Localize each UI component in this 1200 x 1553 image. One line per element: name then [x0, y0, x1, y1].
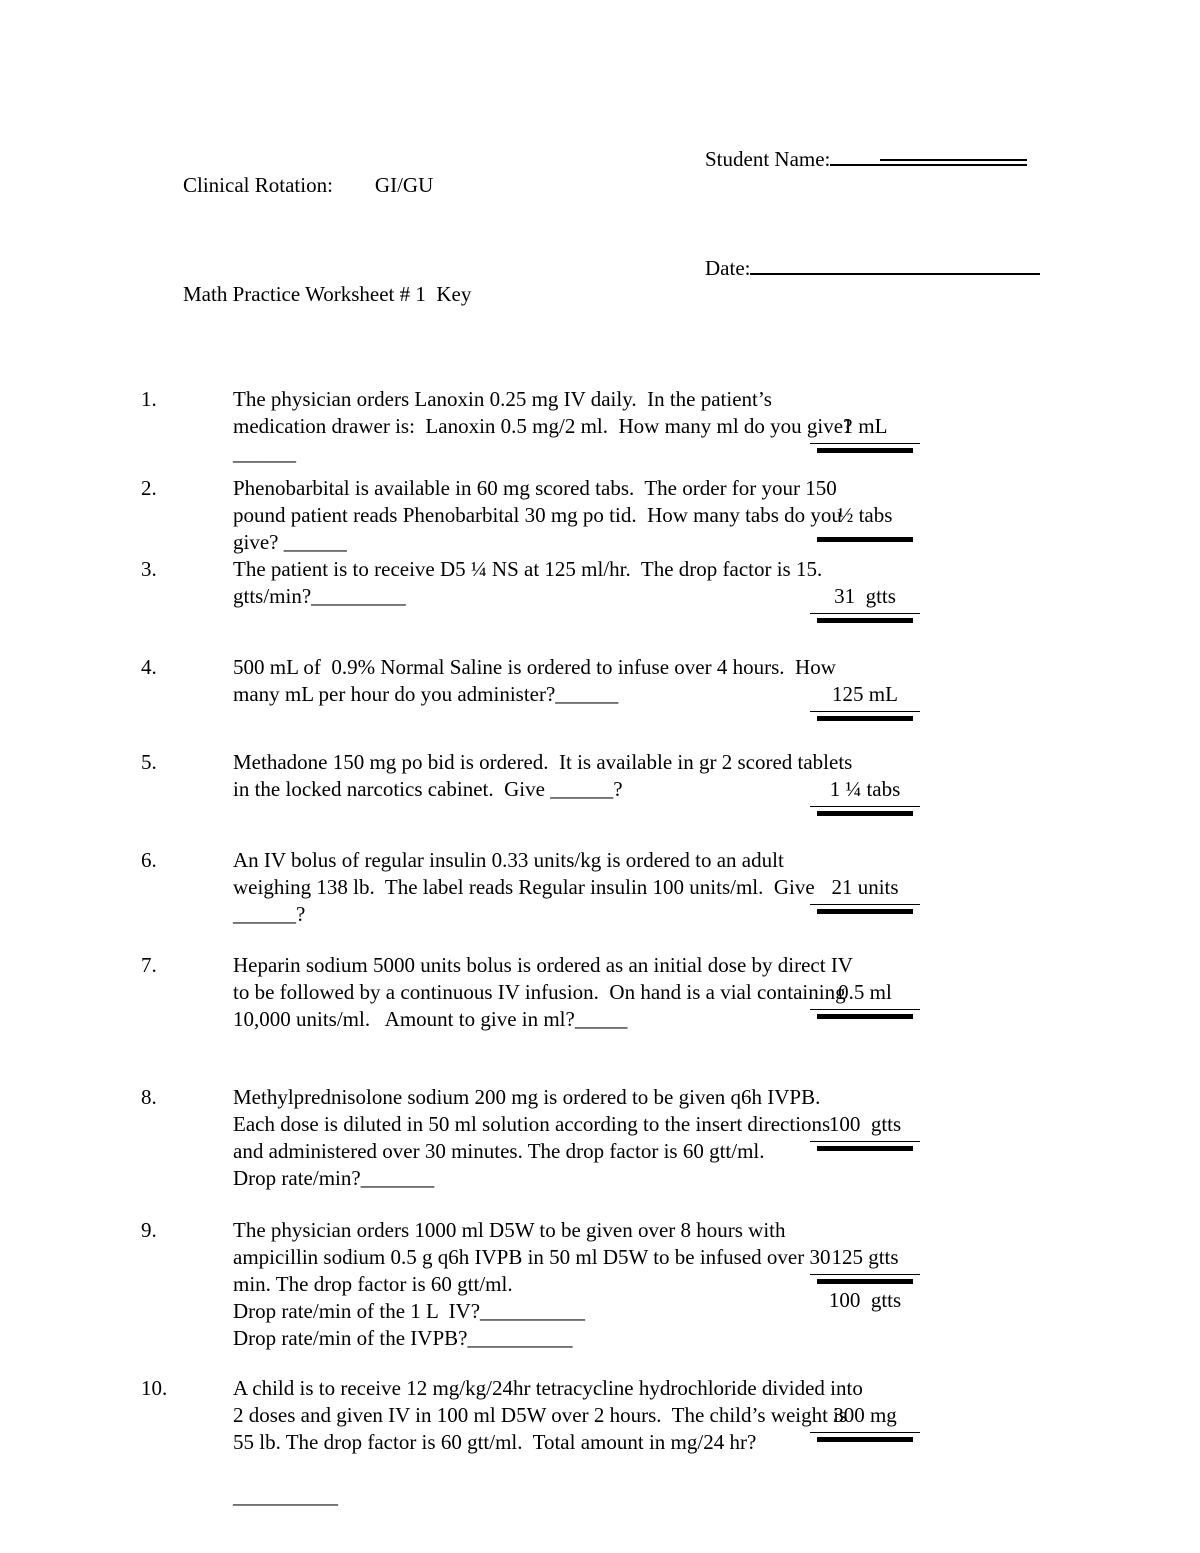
date-label: Date: — [705, 256, 751, 280]
answer-underline-bar — [817, 1437, 913, 1442]
question-line: ampicillin sodium 0.5 g q6h IVPB in 50 ml D5W to be infused over 30 — [233, 1245, 831, 1269]
answer-text: 300 mg — [810, 1402, 920, 1433]
header-right-2 — [705, 254, 1040, 335]
question-line: A child is to receive 12 mg/kg/24hr tetracycline hydrochloride divided into — [233, 1376, 863, 1400]
question-text — [233, 475, 842, 556]
question-blank-line: 10,000 units/ml. Amount to give in ml?_____ — [233, 1007, 628, 1031]
answer-key-value — [810, 502, 920, 542]
question-line: 55 lb. The drop factor is 60 gtt/ml. Total amount in mg/24 hr? — [233, 1430, 757, 1454]
question-number: 1. — [141, 387, 157, 411]
answer-underline-bar — [817, 909, 913, 914]
question-blank-line: in the locked narcotics cabinet. Give ______? — [233, 777, 623, 801]
question-number: 8. — [141, 1085, 157, 1109]
answer-text-secondary: 100 gtts — [828, 1288, 902, 1312]
question-item-4 — [141, 654, 920, 721]
question-blank-line: gtts/min?_________ — [233, 584, 406, 608]
question-number: 2. — [141, 476, 157, 500]
answer-key-value — [810, 1244, 920, 1314]
question-item-6 — [141, 847, 920, 928]
question-line: The physician orders Lanoxin 0.25 mg IV daily. In the patient’s — [233, 387, 772, 411]
question-text — [233, 749, 853, 803]
question-blank-line: many mL per hour do you administer?______ — [233, 682, 619, 706]
answer-underline-bar — [817, 537, 913, 542]
answer-key-value — [810, 776, 920, 816]
question-item-5 — [141, 749, 920, 816]
answer-text: 100 gtts — [810, 1111, 920, 1142]
question-blank-line: Drop rate/min of the IVPB?__________ — [233, 1326, 573, 1350]
question-number: 9. — [141, 1218, 157, 1242]
question-line: 500 mL of 0.9% Normal Saline is ordered to infuse over 4 hours. How — [233, 655, 836, 679]
question-blank-line: Drop rate/min of the 1 L IV?__________ — [233, 1299, 586, 1323]
answer-underline-bar — [817, 618, 913, 623]
question-line: Methadone 150 mg po bid is ordered. It is available in gr 2 scored tablets — [233, 750, 853, 774]
header-left-2 — [141, 254, 705, 335]
question-text — [233, 1375, 863, 1510]
question-blank-line: Drop rate/min?_______ — [233, 1166, 435, 1190]
answer-key-value — [810, 681, 920, 721]
student-name-blank — [830, 145, 880, 166]
student-name-label: Student Name: — [705, 147, 831, 171]
question-blank-line: ______ — [233, 441, 296, 465]
answer-key-value — [810, 874, 920, 914]
answer-text: ½ tabs — [837, 503, 893, 527]
answer-key-value — [810, 1111, 920, 1151]
question-number: 4. — [141, 655, 157, 679]
question-text — [233, 1217, 831, 1352]
question-line: medication drawer is: Lanoxin 0.5 mg/2 ml. How many ml do you give? — [233, 414, 853, 438]
question-number: 10. — [141, 1376, 168, 1400]
question-blank-line: give? ______ — [233, 530, 347, 554]
answer-underline-bar — [817, 1146, 913, 1151]
answer-key-value — [810, 979, 920, 1019]
question-list — [141, 386, 920, 1510]
answer-text: 125 gtts — [810, 1244, 920, 1275]
answer-text: 31 gtts — [810, 583, 920, 614]
question-number: 3. — [141, 557, 157, 581]
question-text — [233, 556, 823, 610]
question-line: The physician orders 1000 ml D5W to be given over 8 hours with — [233, 1218, 786, 1242]
answer-key-value — [810, 1402, 920, 1442]
answer-text: 21 units — [810, 874, 920, 905]
question-line: Heparin sodium 5000 units bolus is ordered as an initial dose by direct IV — [233, 953, 853, 977]
answer-underline-bar — [817, 1014, 913, 1019]
question-text — [233, 847, 815, 928]
header-left-1 — [141, 145, 705, 226]
question-line: pound patient reads Phenobarbital 30 mg po tid. How many tabs do you — [233, 503, 842, 527]
question-text — [233, 386, 853, 467]
header-row-2 — [141, 254, 920, 335]
worksheet-header — [141, 145, 920, 335]
clinical-rotation-value: GI/GU — [374, 173, 434, 197]
answer-underline-bar — [817, 811, 913, 816]
worksheet-title: Math Practice Worksheet # 1 Key — [183, 282, 472, 306]
question-text — [233, 952, 853, 1033]
question-item-2 — [141, 475, 920, 556]
question-number: 7. — [141, 953, 157, 977]
answer-underline-bar — [817, 1279, 913, 1284]
answer-text: 1 mL — [810, 413, 920, 444]
date-blank — [750, 254, 1040, 275]
answer-text: 0.5 ml — [810, 979, 920, 1010]
question-spacer-line — [233, 1456, 810, 1483]
question-blank-line: ______? — [233, 902, 306, 926]
question-number: 6. — [141, 848, 157, 872]
question-number: 5. — [141, 750, 157, 774]
question-item-1 — [141, 386, 920, 467]
question-line: to be followed by a continuous IV infusion. On hand is a vial containing — [233, 980, 846, 1004]
question-item-9 — [141, 1217, 920, 1352]
answer-key-value — [810, 413, 920, 453]
answer-underline-bar — [817, 448, 913, 453]
question-item-10 — [141, 1375, 920, 1510]
header-row-1 — [141, 145, 920, 226]
answer-underline-bar — [817, 716, 913, 721]
question-line: and administered over 30 minutes. The drop factor is 60 gtt/ml. — [233, 1139, 765, 1163]
clinical-rotation-label: Clinical Rotation: — [183, 173, 333, 197]
question-line: weighing 138 lb. The label reads Regular insulin 100 units/ml. Give — [233, 875, 815, 899]
question-line: Each dose is diluted in 50 ml solution according to the insert directions — [233, 1112, 831, 1136]
question-blank-line: __________ — [233, 1484, 338, 1508]
question-item-3 — [141, 556, 920, 623]
question-line: 2 doses and given IV in 100 ml D5W over 2 hours. The child’s weight is — [233, 1403, 848, 1427]
question-line: The patient is to receive D5 ¼ NS at 125 ml/hr. The drop factor is 15. — [233, 557, 823, 581]
answer-key-value — [810, 583, 920, 623]
question-item-7 — [141, 952, 920, 1033]
answer-text: 125 mL — [810, 681, 920, 712]
answer-text: 1 ¼ tabs — [810, 776, 920, 807]
question-line: min. The drop factor is 60 gtt/ml. — [233, 1272, 513, 1296]
header-right-1 — [705, 145, 1027, 226]
student-name-blank-double — [880, 145, 1027, 166]
question-line: An IV bolus of regular insulin 0.33 units/kg is ordered to an adult — [233, 848, 784, 872]
question-text — [233, 1084, 831, 1192]
question-line: Phenobarbital is available in 60 mg scored tabs. The order for your 150 — [233, 476, 837, 500]
question-text — [233, 654, 836, 708]
question-item-8 — [141, 1084, 920, 1192]
question-line: Methylprednisolone sodium 200 mg is ordered to be given q6h IVPB. — [233, 1085, 821, 1109]
